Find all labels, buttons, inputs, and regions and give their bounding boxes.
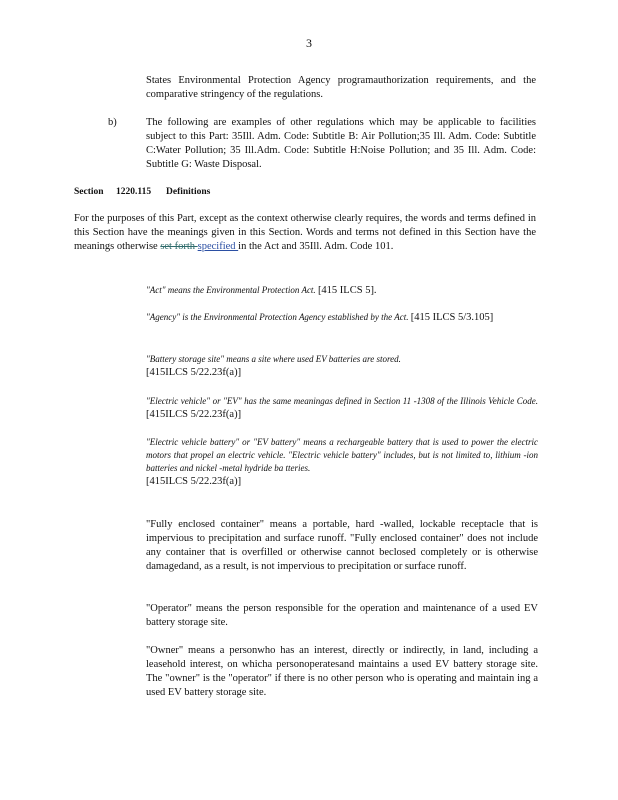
definition-agency: [146, 311, 538, 324]
purposes-text: For the purposes of this Part, except as the context otherwise clearly requires, the words and terms defined in this Section have the meanings given in this Section. Words and terms not defined in this Section have the meanings otherwise: [74, 213, 536, 252]
purposes-paragraph: [74, 212, 536, 254]
definition-electric-vehicle: [146, 395, 538, 421]
definition-owner: "Owner" means a personwho has an interest, directly or indirectly, in land, including a leasehold interest, on whicha personoperatesand maintains a used EV battery storage site. The "owner" is the "operator" if there is no other person who is operating and maintain ing a used EV battery storage site.: [146, 645, 538, 698]
paragraph-a-continued: States Environmental Protection Agency programauthorization requirements, and the comparative stringency of the regulations.: [146, 75, 536, 100]
definition-battery-storage-site: [146, 353, 538, 379]
section-label: Section: [74, 187, 104, 197]
definition-text: "Agency" is the Environmental Protection Agency established by the Act.: [146, 312, 409, 322]
section-number: 1220.115: [116, 187, 152, 197]
page-number: 3: [306, 36, 312, 50]
section-title: Definitions: [166, 187, 211, 197]
definition-citation: [415 ILCS 5/3.105]: [410, 312, 494, 323]
definition-electric-vehicle-battery: [146, 436, 538, 488]
deleted-text: set forth: [160, 241, 198, 252]
definition-text: "Battery storage site" means a site where used EV batteries are stored.: [146, 354, 401, 364]
item-b-text: The following are examples of other regulations which may be applicable to facilities subject to this Part: 35Ill. Adm. Code: Subtitle B: Air Pollution;35 Ill. Adm. Code: Subtitle C:Water Pollution; 35 Ill.Adm. Code: Subtitle H:Noise Pollution; and 35 Ill. Adm. Code: Subtitle G: Waste Disposal.: [146, 117, 536, 170]
definition-citation: [415ILCS 5/22.23f(a)]: [146, 409, 242, 420]
definition-act: [146, 284, 538, 297]
definition-text: "Electric vehicle battery" or "EV battery" means a rechargeable battery that is used to power the electric motors that propel an electric vehicle. "Electric vehicle battery" includes, but is not limited to, lithium -ion batteries and nickel -metal hydride ba tteries.: [146, 437, 538, 473]
definition-citation: [415ILCS 5/22.23f(a)]: [146, 367, 242, 378]
item-b-label: b): [108, 117, 117, 128]
purposes-text-after: in the Act and 35Ill. Adm. Code 101.: [238, 241, 394, 252]
definition-fully-enclosed-container: "Fully enclosed container" means a portable, hard -walled, lockable receptacle that is impervious to precipitation and surface runoff. "Fully enclosed container" does not include any container that is overfilled or otherwise cannot beclosed completely or is otherwise damagedand, as a result, is not impervious to precipitation or surface runoff.: [146, 519, 538, 572]
definition-citation: [415ILCS 5/22.23f(a)]: [146, 476, 242, 487]
definition-text: "Electric vehicle" or "EV" has the same meaningas defined in Section 11 -1308 of the Illinois Vehicle Code.: [146, 396, 538, 406]
inserted-text: specified: [197, 241, 239, 252]
definition-operator: "Operator" means the person responsible for the operation and maintenance of a used EV battery storage site.: [146, 603, 538, 628]
definition-citation: [415 ILCS 5].: [317, 285, 377, 296]
definition-text: "Act" means the Environmental Protection Act.: [146, 285, 316, 295]
